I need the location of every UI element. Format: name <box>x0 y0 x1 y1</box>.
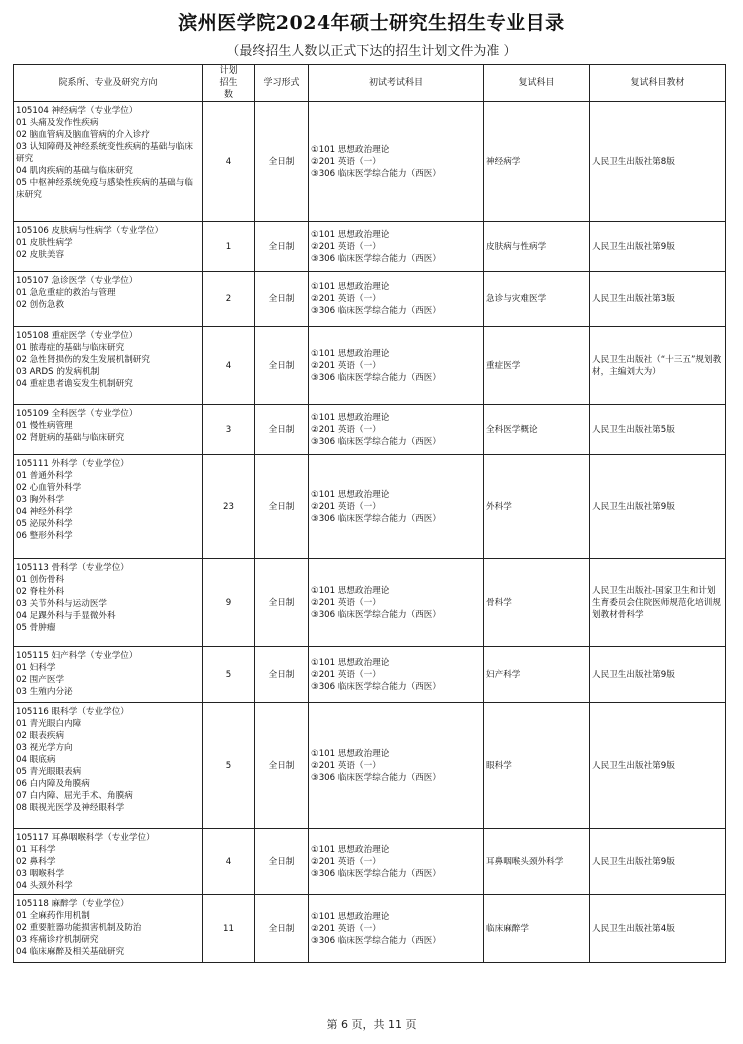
cell-major <box>14 102 203 222</box>
research-direction: 02 创伤急救 <box>16 300 65 310</box>
exam-subject: ①101 思想政治理论 <box>311 348 390 359</box>
cell-retest-textbook: 人民卫生出版社第5版 <box>590 405 726 455</box>
research-direction: 03 疼痛诊疗机制研究 <box>16 935 99 945</box>
research-direction: 03 ARDS 的发病机制 <box>16 367 100 377</box>
cell-exam-subjects <box>309 405 484 455</box>
research-direction: 01 脓毒症的基础与临床研究 <box>16 343 125 353</box>
cell-major <box>14 895 203 963</box>
cell-retest-textbook: 人民卫生出版社第3版 <box>590 272 726 327</box>
major-title: 105104 神经病学（专业学位） <box>16 106 138 116</box>
research-direction: 02 重要脏器功能损害机制及防治 <box>16 923 142 933</box>
page-subtitle: （最终招生人数以正式下达的招生计划文件为准 ） <box>226 44 517 59</box>
cell-retest-subject: 外科学 <box>484 455 590 559</box>
cell-retest-subject: 临床麻醉学 <box>484 895 590 963</box>
research-direction: 05 中枢神经系统免疫与感染性疾病的基础与临床研究 <box>16 178 193 200</box>
cell-retest-subject: 耳鼻咽喉头颈外科学 <box>484 829 590 895</box>
exam-subject: ③306 临床医学综合能力（西医） <box>311 681 441 692</box>
cell-retest-subject: 重症医学 <box>484 327 590 405</box>
research-direction: 02 急性肾损伤的发生发展机制研究 <box>16 355 150 365</box>
exam-subject: ①101 思想政治理论 <box>311 412 390 423</box>
research-direction: 02 围产医学 <box>16 675 65 685</box>
exam-subject: ①101 思想政治理论 <box>311 748 390 759</box>
research-direction: 01 慢性病管理 <box>16 421 73 431</box>
research-direction: 01 青光眼白内障 <box>16 719 82 729</box>
cell-plan-count: 5 <box>203 703 255 829</box>
research-direction: 02 心血管外科学 <box>16 483 82 493</box>
exam-subject: ①101 思想政治理论 <box>311 144 390 155</box>
cell-plan-count: 5 <box>203 647 255 703</box>
exam-subject: ②201 英语（一） <box>311 294 381 304</box>
cell-plan-count: 4 <box>203 829 255 895</box>
cell-plan-count: 4 <box>203 102 255 222</box>
research-direction: 03 胸外科学 <box>16 495 65 505</box>
cell-study-mode: 全日制 <box>255 327 309 405</box>
research-direction: 04 足踝外科与手显微外科 <box>16 611 116 621</box>
cell-retest-textbook: 人民卫生出版社第9版 <box>590 647 726 703</box>
page-title: 滨州医学院2024年硕士研究生招生专业目录 <box>178 12 565 34</box>
exam-subject: ①101 思想政治理论 <box>311 229 390 240</box>
table-row <box>14 647 726 703</box>
cell-major <box>14 559 203 647</box>
cell-exam-subjects <box>309 703 484 829</box>
major-title: 105109 全科医学（专业学位） <box>16 409 138 419</box>
table-row <box>14 703 726 829</box>
header-plan <box>203 65 255 102</box>
cell-major <box>14 703 203 829</box>
header-mode: 学习形式 <box>255 65 309 102</box>
cell-plan-count: 1 <box>203 222 255 272</box>
table-row <box>14 895 726 963</box>
table-row <box>14 405 726 455</box>
exam-subject: ②201 英语（一） <box>311 923 381 934</box>
research-direction: 02 肾脏病的基础与临床研究 <box>16 433 125 443</box>
exam-subject: ③306 临床医学综合能力（西医） <box>311 253 441 264</box>
exam-subject: ②201 英语（一） <box>311 501 381 512</box>
table-row <box>14 272 726 327</box>
exam-subject: ③306 临床医学综合能力（西医） <box>311 609 441 620</box>
research-direction: 04 眼底病 <box>16 755 56 765</box>
research-direction: 01 创伤骨科 <box>16 575 65 585</box>
research-direction: 06 白内障及角膜病 <box>16 779 90 789</box>
research-direction: 03 视光学方向 <box>16 743 73 753</box>
major-title: 105117 耳鼻咽喉科学（专业学位） <box>16 833 155 843</box>
cell-retest-textbook: 人民卫生出版社第9版 <box>590 829 726 895</box>
header-major: 院系所、专业及研究方向 <box>14 65 203 102</box>
exam-subject: ③306 临床医学综合能力（西医） <box>311 436 441 447</box>
cell-plan-count: 4 <box>203 327 255 405</box>
exam-subject: ②201 英语（一） <box>311 856 381 867</box>
research-direction: 04 肌肉疾病的基础与临床研究 <box>16 166 133 176</box>
major-title: 105115 妇产科学（专业学位） <box>16 651 138 661</box>
cell-study-mode: 全日制 <box>255 455 309 559</box>
cell-retest-textbook: 人民卫生出版社第9版 <box>590 222 726 272</box>
table-row <box>14 559 726 647</box>
research-direction: 01 皮肤性病学 <box>16 238 73 248</box>
research-direction: 02 脑血管病及脑血管病的介入诊疗 <box>16 130 150 140</box>
research-direction: 05 骨肿瘤 <box>16 623 56 633</box>
exam-subject: ②201 英语（一） <box>311 424 381 435</box>
research-direction: 01 耳科学 <box>16 845 56 855</box>
research-direction: 05 泌尿外科学 <box>16 519 73 529</box>
cell-exam-subjects <box>309 895 484 963</box>
major-title: 105113 骨科学（专业学位） <box>16 563 129 573</box>
cell-major <box>14 829 203 895</box>
cell-retest-textbook: 人民卫生出版社-国家卫生和计划生育委员会住院医师规范化培训规划教材骨科学 <box>590 559 726 647</box>
exam-subject: ②201 英语（一） <box>311 760 381 771</box>
cell-study-mode: 全日制 <box>255 405 309 455</box>
cell-major <box>14 647 203 703</box>
exam-subject: ②201 英语（一） <box>311 597 381 608</box>
cell-major <box>14 455 203 559</box>
catalog-table <box>13 64 726 963</box>
cell-retest-subject: 骨科学 <box>484 559 590 647</box>
cell-major <box>14 222 203 272</box>
research-direction: 08 眼视光医学及神经眼科学 <box>16 803 125 813</box>
exam-subject: ③306 临床医学综合能力（西医） <box>311 372 441 383</box>
cell-exam-subjects <box>309 327 484 405</box>
cell-exam-subjects <box>309 222 484 272</box>
cell-exam-subjects <box>309 455 484 559</box>
cell-plan-count: 9 <box>203 559 255 647</box>
exam-subject: ①101 思想政治理论 <box>311 585 390 596</box>
header-exam: 初试考试科目 <box>309 65 484 102</box>
major-title: 105107 急诊医学（专业学位） <box>16 276 138 286</box>
table-header-row <box>14 65 726 102</box>
exam-subject: ①101 思想政治理论 <box>311 282 390 292</box>
cell-retest-subject: 妇产科学 <box>484 647 590 703</box>
table-row <box>14 102 726 222</box>
exam-subject: ③306 临床医学综合能力（西医） <box>311 772 441 783</box>
cell-study-mode: 全日制 <box>255 703 309 829</box>
cell-study-mode: 全日制 <box>255 559 309 647</box>
exam-subject: ①101 思想政治理论 <box>311 657 390 668</box>
research-direction: 02 皮肤美容 <box>16 250 65 260</box>
research-direction: 04 神经外科学 <box>16 507 73 517</box>
header-plan-label: 计划招生数 <box>219 66 238 100</box>
exam-subject: ②201 英语（一） <box>311 360 381 371</box>
cell-retest-subject: 皮肤病与性病学 <box>484 222 590 272</box>
cell-major <box>14 272 203 327</box>
cell-retest-textbook: 人民卫生出版社第4版 <box>590 895 726 963</box>
exam-subject: ①101 思想政治理论 <box>311 911 390 922</box>
cell-major <box>14 327 203 405</box>
exam-subject: ②201 英语（一） <box>311 669 381 680</box>
research-direction: 04 临床麻醉及相关基础研究 <box>16 947 125 957</box>
major-title: 105106 皮肤病与性病学（专业学位） <box>16 226 164 236</box>
cell-retest-textbook: 人民卫生出版社第9版 <box>590 455 726 559</box>
exam-subject: ③306 临床医学综合能力（西医） <box>311 513 441 524</box>
cell-retest-textbook: 人民卫生出版社第9版 <box>590 703 726 829</box>
major-title: 105111 外科学（专业学位） <box>16 459 129 469</box>
cell-exam-subjects <box>309 102 484 222</box>
table-row <box>14 222 726 272</box>
table-row <box>14 455 726 559</box>
cell-exam-subjects <box>309 559 484 647</box>
exam-subject: ③306 临床医学综合能力（西医） <box>311 168 441 179</box>
major-title: 105108 重症医学（专业学位） <box>16 331 138 341</box>
header-retest: 复试科目 <box>484 65 590 102</box>
header-book: 复试科目教材 <box>590 65 726 102</box>
exam-subject: ③306 临床医学综合能力（西医） <box>311 935 441 946</box>
exam-subject: ③306 临床医学综合能力（西医） <box>311 306 441 316</box>
research-direction: 01 急危重症的救治与管理 <box>16 288 116 298</box>
cell-retest-textbook: 人民卫生出版社（“十三五”规划教材，主编刘大为） <box>590 327 726 405</box>
cell-exam-subjects <box>309 647 484 703</box>
exam-subject: ①101 思想政治理论 <box>311 844 390 855</box>
cell-exam-subjects <box>309 829 484 895</box>
cell-plan-count: 23 <box>203 455 255 559</box>
table-row <box>14 327 726 405</box>
cell-study-mode: 全日制 <box>255 895 309 963</box>
page-footer: 第 6 页，共 11 页 <box>326 1018 417 1031</box>
cell-retest-subject: 神经病学 <box>484 102 590 222</box>
research-direction: 01 妇科学 <box>16 663 56 673</box>
cell-study-mode: 全日制 <box>255 222 309 272</box>
research-direction: 03 生殖内分泌 <box>16 687 73 697</box>
cell-plan-count: 11 <box>203 895 255 963</box>
exam-subject: ②201 英语（一） <box>311 156 381 167</box>
cell-study-mode: 全日制 <box>255 829 309 895</box>
major-title: 105116 眼科学（专业学位） <box>16 707 129 717</box>
research-direction: 03 认知障碍及神经系统变性疾病的基础与临床研究 <box>16 142 193 164</box>
research-direction: 01 头痛及发作性疾病 <box>16 118 99 128</box>
exam-subject: ①101 思想政治理论 <box>311 489 390 500</box>
cell-plan-count: 2 <box>203 272 255 327</box>
cell-major <box>14 405 203 455</box>
cell-study-mode: 全日制 <box>255 272 309 327</box>
research-direction: 07 白内障、屈光手术、角膜病 <box>16 791 133 801</box>
cell-retest-subject: 全科医学概论 <box>484 405 590 455</box>
exam-subject: ②201 英语（一） <box>311 241 381 252</box>
cell-study-mode: 全日制 <box>255 102 309 222</box>
research-direction: 06 整形外科学 <box>16 531 73 541</box>
cell-retest-subject: 眼科学 <box>484 703 590 829</box>
research-direction: 04 重症患者谵妄发生机制研究 <box>16 379 133 389</box>
cell-exam-subjects <box>309 272 484 327</box>
research-direction: 03 关节外科与运动医学 <box>16 599 108 609</box>
cell-plan-count: 3 <box>203 405 255 455</box>
cell-retest-subject: 急诊与灾难医学 <box>484 272 590 327</box>
research-direction: 01 普通外科学 <box>16 471 73 481</box>
major-title: 105118 麻醉学（专业学位） <box>16 899 129 909</box>
research-direction: 02 脊柱外科 <box>16 587 65 597</box>
research-direction: 04 头颈外科学 <box>16 881 73 891</box>
table-row <box>14 829 726 895</box>
research-direction: 02 鼻科学 <box>16 857 56 867</box>
research-direction: 05 青光眼眼表病 <box>16 767 82 777</box>
cell-retest-textbook: 人民卫生出版社第8版 <box>590 102 726 222</box>
research-direction: 01 全麻药作用机制 <box>16 911 90 921</box>
research-direction: 03 咽喉科学 <box>16 869 65 879</box>
exam-subject: ③306 临床医学综合能力（西医） <box>311 868 441 879</box>
cell-study-mode: 全日制 <box>255 647 309 703</box>
research-direction: 02 眼表疾病 <box>16 731 65 741</box>
